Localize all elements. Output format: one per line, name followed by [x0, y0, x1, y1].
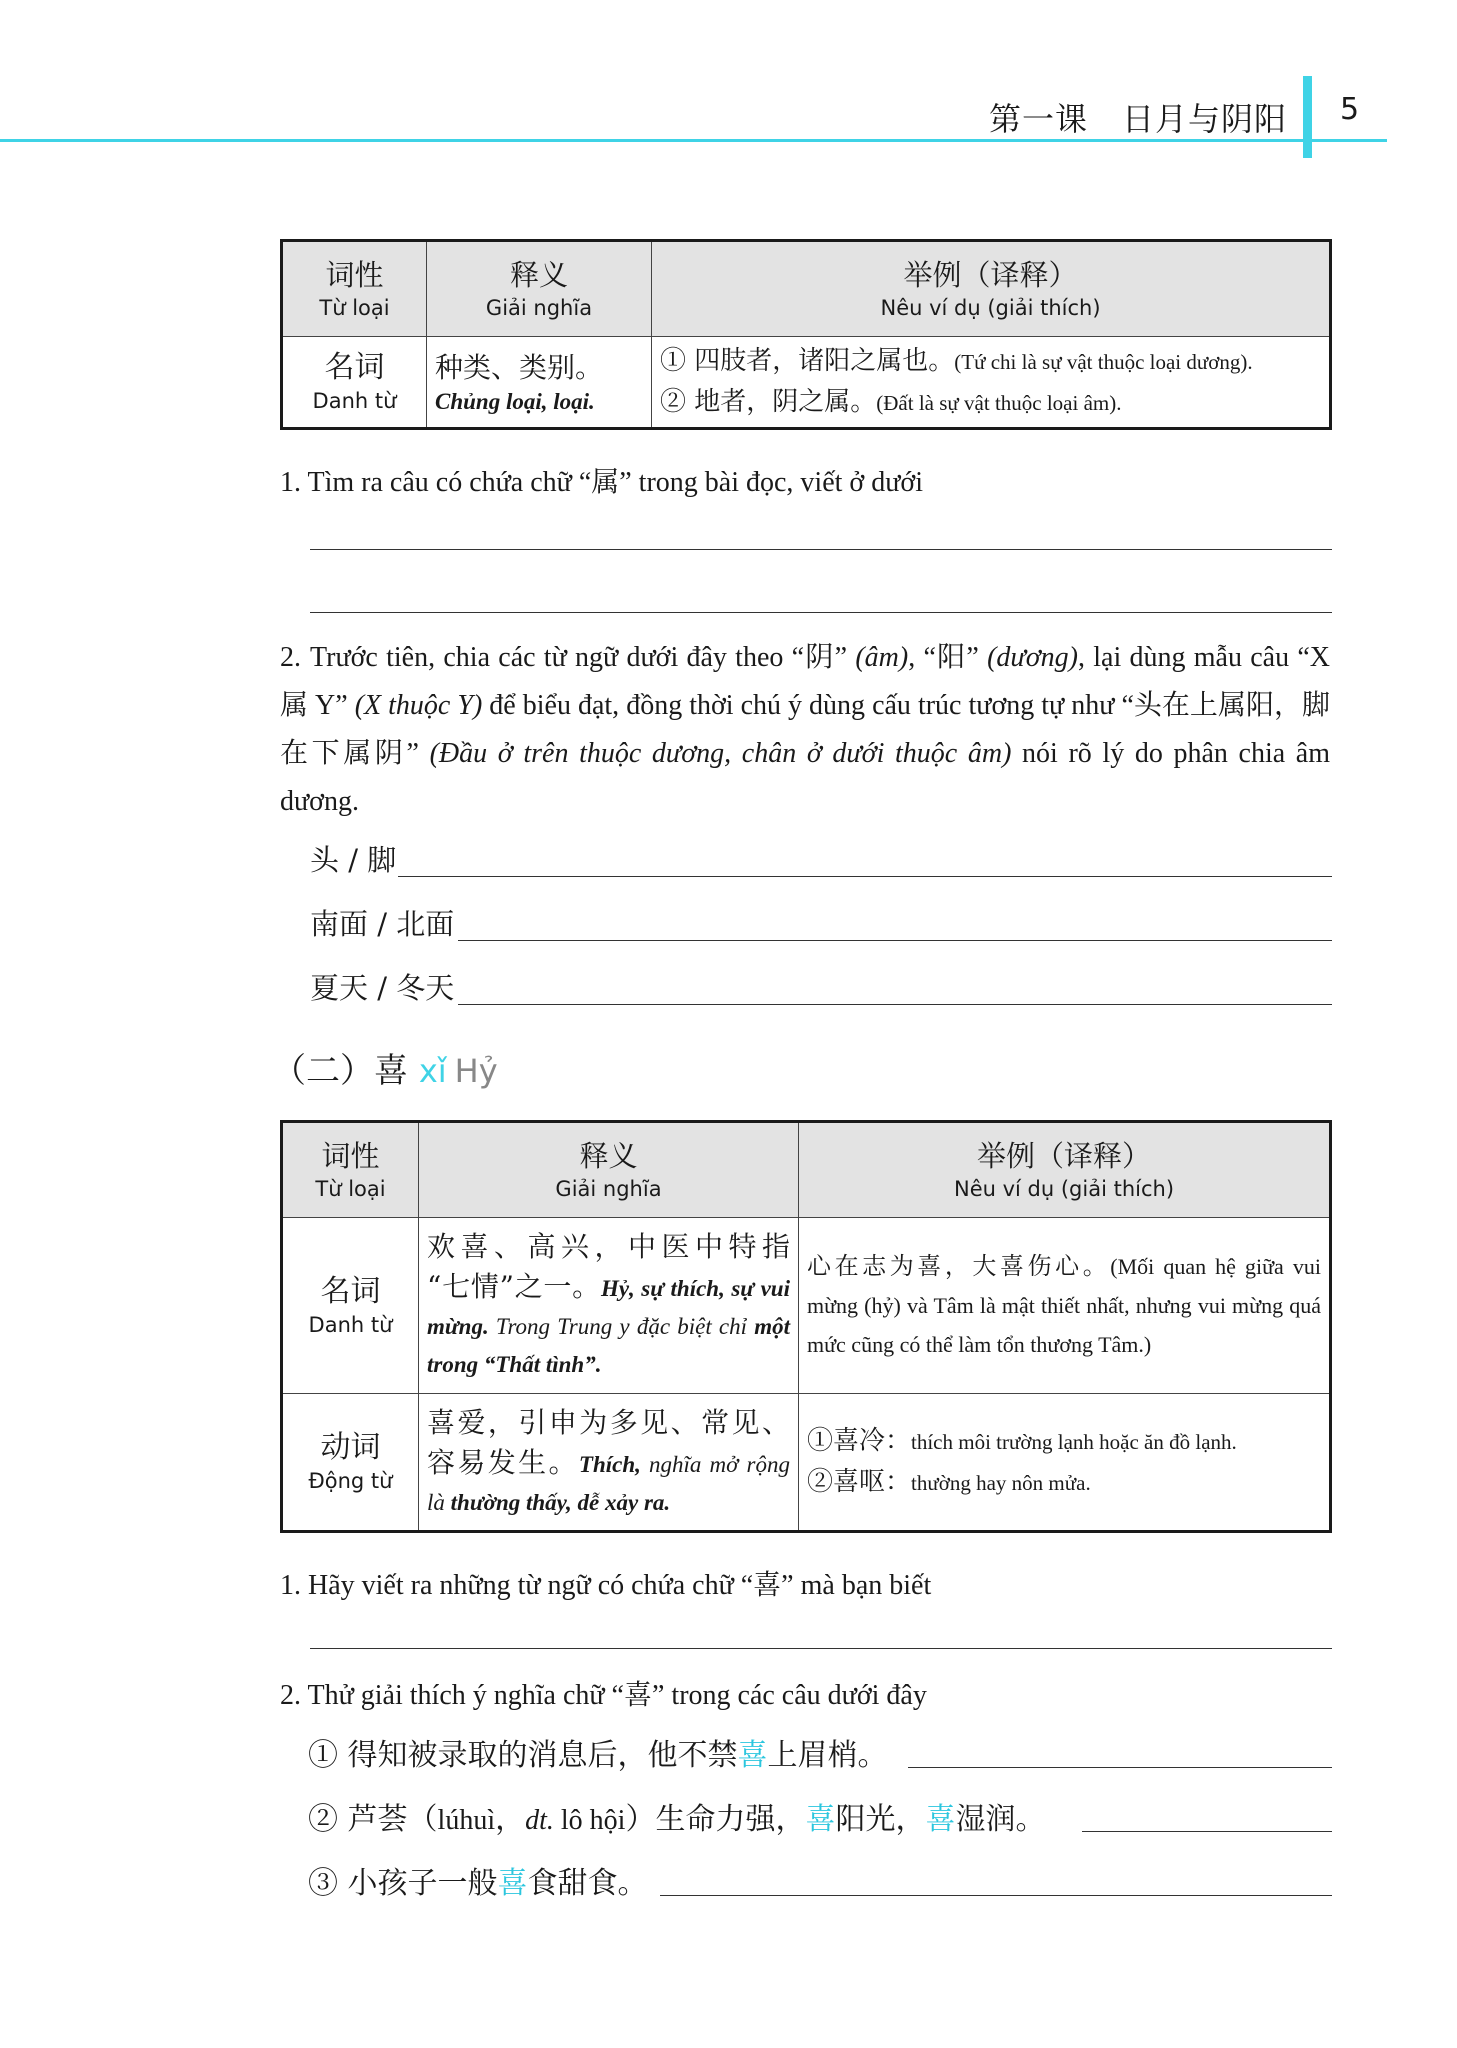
col-header-meaning: 释义 Giải nghĩa	[427, 241, 652, 337]
answer-line[interactable]	[398, 876, 1332, 877]
table-row	[282, 337, 1331, 429]
answer-line[interactable]	[458, 1004, 1332, 1005]
highlight-xi: 喜	[737, 1738, 768, 1773]
meaning-cell: 欢喜、高兴，中医中特指 “七情”之一。Hỷ, sự thích, sự vui mừng. Trong Trung y đặc biệt chỉ một trong “Thất tình”.	[419, 1218, 799, 1394]
question-2: 2. Trước tiên, chia các từ ngữ dưới đây theo “阴” (âm), “阳” (dương), lại dùng mẫu câu “X 属 Y” (X thuộc Y) để biểu đạt, đồng thời chú ý dùng cấu trúc tương tự như “头在上属阳，脚在下属阴” (Đầu ở trên thuộc dương, chân ở dưới thuộc âm) nói rõ lý do phân chia âm dương.	[280, 642, 1331, 817]
sentence-1: ① 得知被录取的消息后，他不禁喜上眉梢。	[308, 1738, 888, 1773]
answer-line[interactable]	[310, 612, 1332, 613]
answer-line[interactable]	[1082, 1831, 1332, 1832]
pos-cell: 名词 Danh từ	[282, 337, 427, 429]
sino-vietnamese: Hỷ	[454, 1052, 498, 1090]
definition-table-shu	[280, 239, 1332, 430]
pair-label: 头 / 脚	[310, 843, 397, 877]
meaning-cell: 喜爱，引申为多见、常见、 容易发生。Thích, nghĩa mở rộng là thường thấy, dễ xảy ra.	[419, 1394, 799, 1532]
highlight-xi: 喜	[925, 1802, 956, 1837]
lesson-title: 日月与阴阳	[1121, 100, 1287, 138]
question-1: 1. Hãy viết ra những từ ngữ có chứa chữ “喜” mà bạn biết	[280, 1570, 932, 1601]
example-line: ② 地者，阴之属。(Đất là sự vật thuộc loại âm).	[660, 387, 1122, 417]
pos-cell: 名词 Danh từ	[282, 1218, 419, 1394]
definition-table-xi	[280, 1120, 1332, 1533]
table-row	[282, 1394, 1331, 1532]
example-line: ① 四肢者，诸阳之属也。(Tứ chi là sự vật thuộc loại dương).	[660, 346, 1253, 376]
pinyin: xǐ	[418, 1052, 447, 1090]
pair-label: 南面 / 北面	[310, 907, 455, 941]
col-header-example: 举例（译释） Nêu ví dụ (giải thích)	[799, 1122, 1331, 1218]
page-number: 5	[1340, 92, 1360, 127]
answer-line[interactable]	[660, 1895, 1332, 1896]
pos-cell: 动词 Động từ	[282, 1394, 419, 1532]
highlight-xi: 喜	[805, 1802, 836, 1837]
question-2: 2. Thử giải thích ý nghĩa chữ “喜” trong các câu dưới đây	[280, 1680, 927, 1711]
example-text: 心在志为喜，大喜伤心。(Mối quan hệ giữa vui mừng (hỷ) và Tâm là mật thiết nhất, nhưng vui mừng quá mức cũng có thể làm tổn thương Tâm.)	[807, 1252, 1322, 1357]
example-cell	[799, 1394, 1331, 1532]
section-heading: （二）喜 xǐ Hỷ	[272, 1051, 498, 1091]
col-header-example: 举例（译释） Nêu ví dụ (giải thích)	[652, 241, 1331, 337]
table-header-row	[282, 241, 1331, 337]
sentence-3: ③ 小孩子一般喜食甜食。	[308, 1866, 648, 1901]
example-cell	[652, 337, 1331, 429]
running-header	[989, 94, 1287, 140]
answer-line[interactable]	[310, 1648, 1332, 1649]
meaning-cell: 种类、类别。 Chủng loại, loại.	[427, 337, 652, 429]
header-accent-bar	[1303, 76, 1312, 158]
col-header-meaning: 释义 Giải nghĩa	[419, 1122, 799, 1218]
table-row	[282, 1218, 1331, 1394]
col-header-pos: 词性 Từ loại	[282, 241, 427, 337]
lesson-label: 第一课	[988, 100, 1088, 138]
table-header-row	[282, 1122, 1331, 1218]
highlight-xi: 喜	[497, 1866, 528, 1901]
example-cell	[799, 1218, 1331, 1394]
sentence-2: ② 芦荟（lúhuì，dt. lô hội）生命力强，喜阳光，喜湿润。	[308, 1802, 1046, 1837]
answer-line[interactable]	[310, 549, 1332, 550]
example-line: ①喜冷：thích môi trường lạnh hoặc ăn đồ lạnh.	[807, 1426, 1237, 1456]
col-header-pos: 词性 Từ loại	[282, 1122, 419, 1218]
question-1: 1. Tìm ra câu có chứa chữ “属” trong bài đọc, viết ở dưới	[280, 467, 923, 498]
answer-line[interactable]	[458, 940, 1332, 941]
answer-line[interactable]	[908, 1767, 1332, 1768]
pair-label: 夏天 / 冬天	[310, 971, 455, 1005]
example-line: ②喜呕：thường hay nôn mửa.	[807, 1467, 1091, 1497]
